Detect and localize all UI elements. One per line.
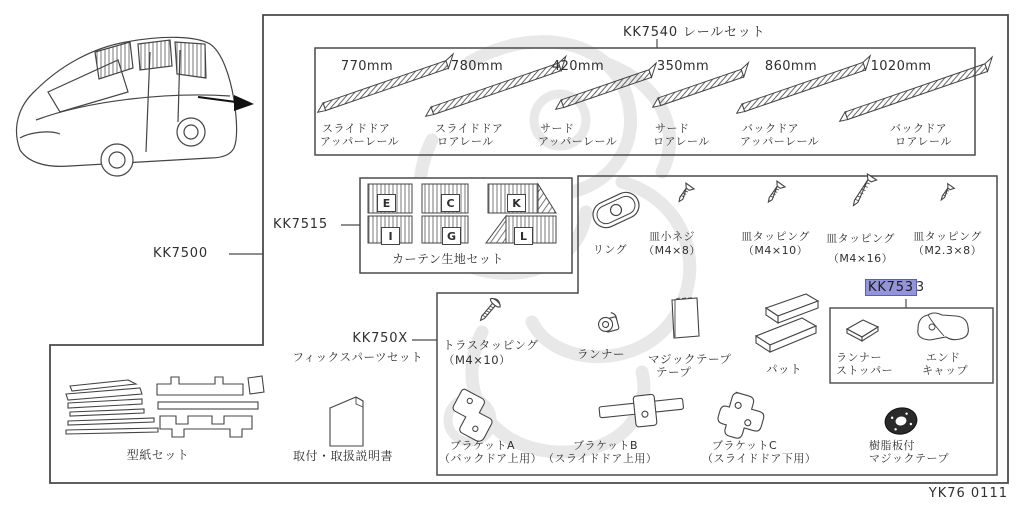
rail-length-label: 770mm <box>340 59 394 74</box>
rail-name-label: バックドア <box>742 122 800 135</box>
drawing-number: YK76 0111 <box>928 486 1008 501</box>
van-illustration <box>17 37 237 176</box>
part-label-end-cap: エンド <box>926 351 961 364</box>
part-spec-tapping-m4x10: （M4×10） <box>742 244 809 257</box>
part-label-tapping-m4x10: 皿タッピング <box>741 230 810 243</box>
bracket-b-icon <box>598 391 685 431</box>
flat-screw-icon-m4x8 <box>675 183 694 204</box>
kk7533-code[interactable]: KK753 3 <box>868 280 925 295</box>
part-label-velcro-tape: マジックテープ <box>648 352 732 366</box>
part-label-pad: パット <box>766 362 802 376</box>
kk7533-highlight[interactable]: KK753 <box>868 280 914 295</box>
part-label-flat-screw: 皿小ネジ <box>649 230 695 243</box>
part-label-bracket-a2: （バックドア上用） <box>439 452 543 465</box>
rail-length-label: 860mm <box>764 59 818 74</box>
velcro-tape-icon <box>672 298 699 338</box>
part-spec-tapping-m4x16: （M4×16） <box>827 252 894 265</box>
rail-name-label: ロアレール <box>895 135 952 148</box>
rail-name-label: スライドドア <box>322 122 391 135</box>
rail-name-label: サード <box>655 122 690 135</box>
rail-name-label: アッパーレール <box>320 135 400 148</box>
tapping-screw-icon-m4x16 <box>849 174 877 209</box>
part-label-runner: ランナー <box>577 347 625 361</box>
part-label-velcro-tape2: テープ <box>656 365 692 379</box>
tapping-screw-icon-m4x10 <box>764 181 785 205</box>
end-cap-icon <box>918 313 969 340</box>
ring-icon <box>589 188 643 232</box>
kk750x-name: フィックスパーツセット <box>292 350 423 364</box>
manual-label: 取付・取扱説明書 <box>293 449 394 463</box>
part-label-bracket-b2: （スライドドア上用） <box>543 452 658 465</box>
booklet-icon <box>330 397 363 446</box>
part-label-bracket-c2: （スライドドア下用） <box>702 452 817 465</box>
kk7515-code[interactable]: KK7515 <box>273 217 328 232</box>
part-label-bracket-a: ブラケットA <box>450 439 515 452</box>
rail-set-title[interactable]: KK7540 レールセット <box>623 25 766 40</box>
kk7500-code[interactable]: KK7500 <box>153 246 208 261</box>
part-label-runner-stopper: ランナー <box>836 351 882 364</box>
rail-name-label: バックドア <box>890 122 948 135</box>
part-label-bracket-b: ブラケットB <box>573 439 638 452</box>
curtain-panel-letter: E <box>377 194 396 212</box>
curtain-panel-letter: K <box>507 194 526 212</box>
part-spec-tapping-m2.3x8: （M2.3×8） <box>912 244 983 257</box>
rail-length-label: 350mm <box>656 59 710 74</box>
truss-screw-icon <box>476 296 502 324</box>
bracket-c-icon <box>714 389 768 443</box>
pattern-set-icon <box>66 376 264 437</box>
part-label-tapping-m2.3x8: 皿タッピング <box>913 230 982 243</box>
rail-length-label: 1020mm <box>870 59 932 74</box>
pad-icon <box>756 294 818 352</box>
part-label-runner-stopper2: ストッパー <box>836 364 894 377</box>
rail-name-label: ロアレール <box>437 135 494 148</box>
rail-length-label: 780mm <box>450 59 504 74</box>
rail-name-label: スライドドア <box>435 122 504 135</box>
runner-stopper-icon <box>847 320 878 341</box>
rail-name-label: ロアレール <box>653 135 710 148</box>
rail-name-label: サード <box>540 122 575 135</box>
curtain-panel-letter: C <box>441 194 460 212</box>
part-label-velcro-disc2: マジックテープ <box>869 452 949 465</box>
pattern-set-label: 型紙セット <box>126 448 190 462</box>
part-label-tapping-m4x16: 皿タッピング <box>826 232 895 245</box>
rail-length-label: 420mm <box>551 59 605 74</box>
part-label-truss-screw: トラスタッピング <box>443 338 539 352</box>
curtain-set-caption: カーテン生地セット <box>392 252 504 266</box>
part-spec-flat-screw: （M4×8） <box>643 244 701 257</box>
part-label-velcro-disc: 樹脂板付 <box>869 439 915 452</box>
rail-name-label: アッパーレール <box>538 135 618 148</box>
part-label-end-cap2: キャップ <box>922 364 968 377</box>
part-spec-truss-screw: （M4×10） <box>443 353 512 367</box>
part-label-ring: リング <box>592 243 628 256</box>
runner-icon <box>596 312 619 334</box>
curtain-panel-letter: G <box>442 227 461 245</box>
curtain-panel-letter: L <box>514 227 533 245</box>
curtain-panel-letter: I <box>381 227 400 245</box>
kk750x-code[interactable]: KK750X <box>352 331 408 346</box>
tapping-screw-icon-m2.3x8 <box>938 184 954 203</box>
rail-name-label: アッパーレール <box>740 135 820 148</box>
velcro-disc-icon <box>883 405 920 437</box>
part-label-bracket-c: ブラケットC <box>712 439 778 452</box>
